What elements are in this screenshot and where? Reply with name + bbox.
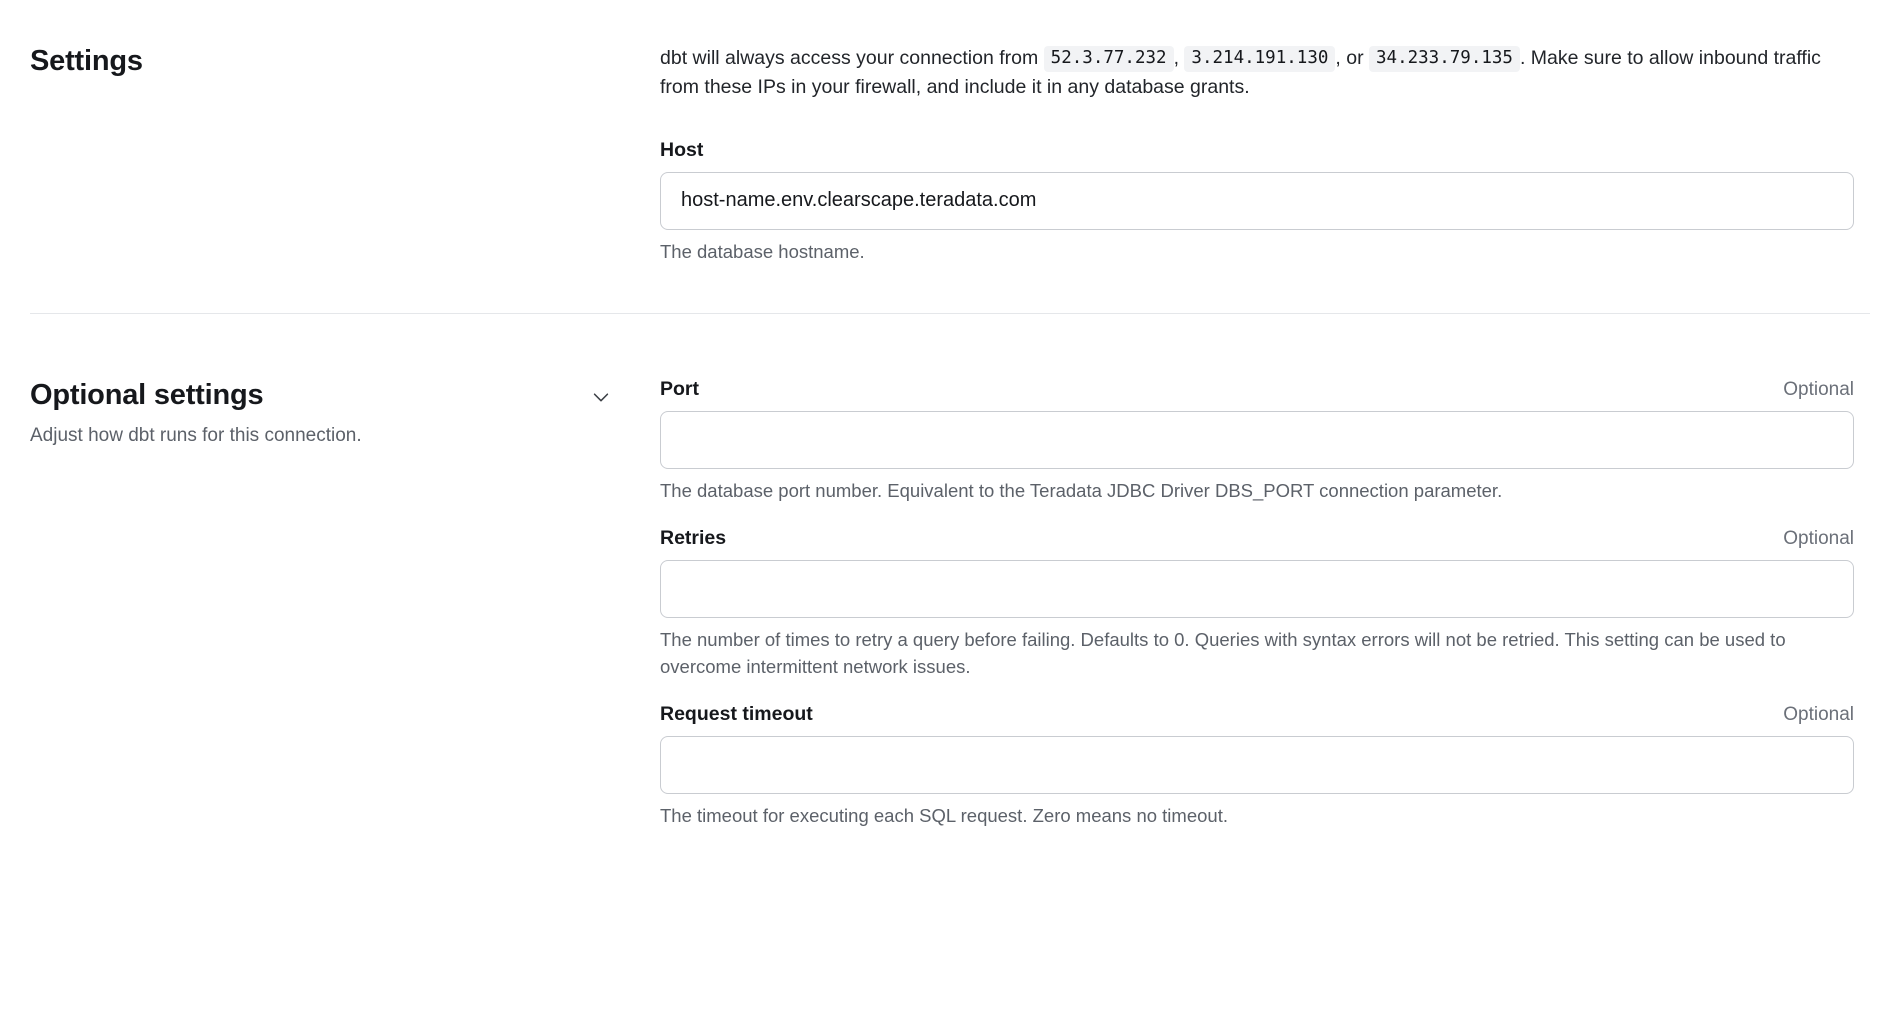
ip-note-lead: dbt will always access your connection from bbox=[660, 47, 1039, 69]
port-label: Port bbox=[660, 378, 699, 401]
retries-field bbox=[660, 527, 1854, 681]
ip-note-tail: . Make sure to allow inbound traffic from these IPs in your firewall, and include it in any database grants. bbox=[660, 47, 1821, 99]
port-label-row bbox=[660, 378, 1854, 401]
retries-help-text: The number of times to retry a query before failing. Defaults to 0. Queries with syntax errors will not be retried. This setting can be used to overcome intermittent network issues. bbox=[660, 629, 1786, 677]
optional-settings-body bbox=[660, 378, 1870, 829]
ip-allowlist-note bbox=[660, 44, 1854, 103]
request-timeout-help-text: The timeout for executing each SQL request. Zero means no timeout. bbox=[660, 804, 1228, 826]
chevron-down-icon[interactable] bbox=[590, 386, 612, 408]
request-timeout-label-row bbox=[660, 703, 1854, 726]
request-timeout-optional-tag: Optional bbox=[1783, 703, 1854, 725]
ip-note-sep-2: , or bbox=[1335, 47, 1364, 69]
host-field bbox=[660, 139, 1854, 266]
optional-settings-subtitle: Adjust how dbt runs for this connection. bbox=[30, 425, 362, 447]
optional-settings-header bbox=[30, 378, 660, 448]
host-label-row bbox=[660, 139, 1854, 162]
ip-address-1: 52.3.77.232 bbox=[1044, 46, 1174, 72]
ip-note-sep-1: , bbox=[1173, 47, 1179, 69]
retries-optional-tag: Optional bbox=[1783, 528, 1854, 550]
port-field bbox=[660, 378, 1854, 505]
retries-input[interactable] bbox=[660, 560, 1854, 618]
host-help-text: The database hostname. bbox=[660, 240, 865, 262]
optional-settings-section bbox=[30, 314, 1870, 829]
retries-label-row bbox=[660, 527, 1854, 550]
request-timeout-label: Request timeout bbox=[660, 702, 813, 725]
port-input[interactable] bbox=[660, 411, 1854, 469]
settings-section-header bbox=[30, 44, 660, 79]
request-timeout-field bbox=[660, 703, 1854, 830]
settings-section bbox=[30, 0, 1870, 313]
port-optional-tag: Optional bbox=[1783, 379, 1854, 401]
host-label: Host bbox=[660, 138, 704, 161]
optional-settings-title: Optional settings bbox=[30, 379, 264, 412]
retries-label: Retries bbox=[660, 527, 727, 550]
ip-address-3: 34.233.79.135 bbox=[1369, 46, 1520, 72]
settings-section-body bbox=[660, 44, 1870, 265]
host-input[interactable] bbox=[660, 172, 1854, 230]
ip-address-2: 3.214.191.130 bbox=[1184, 46, 1335, 72]
page-title: Settings bbox=[30, 45, 143, 77]
request-timeout-input[interactable] bbox=[660, 736, 1854, 794]
port-help-text: The database port number. Equivalent to the Teradata JDBC Driver DBS_PORT connection parameter. bbox=[660, 480, 1503, 502]
